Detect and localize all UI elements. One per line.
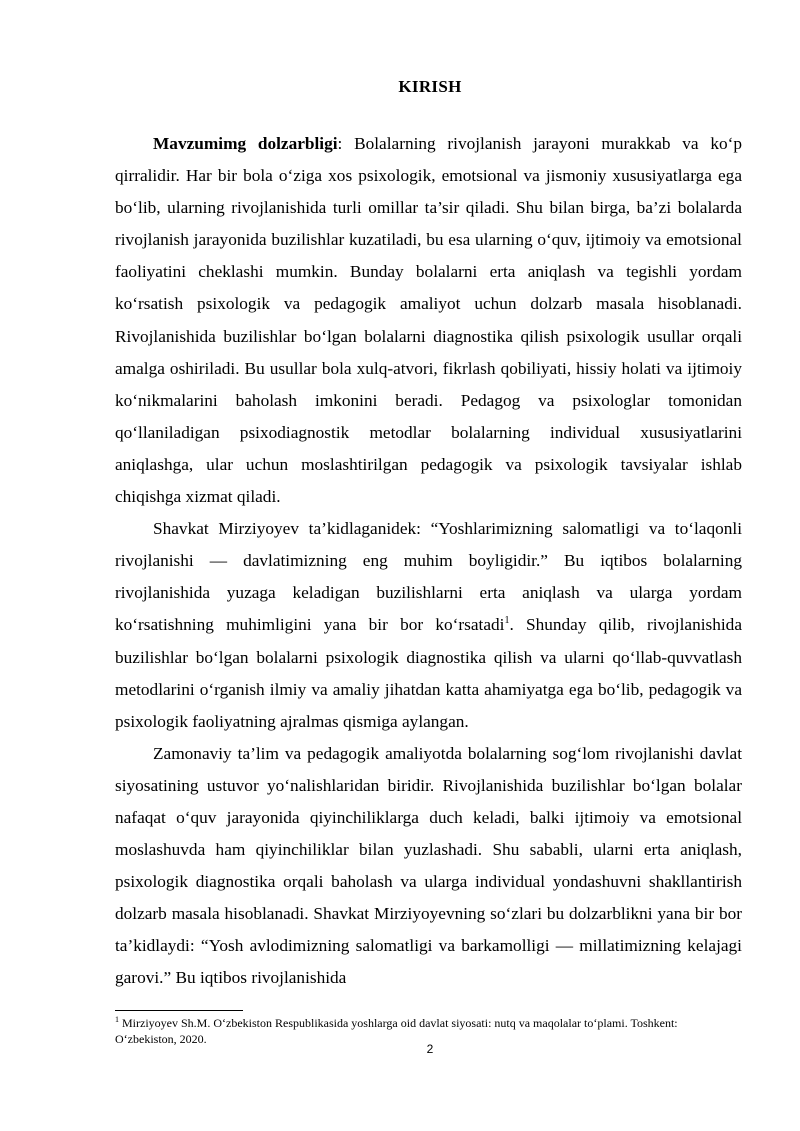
paragraph-quote-1: [115, 513, 742, 738]
footnote-separator: [115, 1010, 243, 1011]
page-title: KIRISH: [398, 77, 462, 96]
footnote-number: 1: [115, 1015, 119, 1024]
footnote-text: Mirziyoyev Sh.M. O‘zbekiston Respublikasida yoshlarga oid davlat siyosati: nutq va maqolalar to‘plami. Toshkent: O‘zbekiston, 2020.: [115, 1016, 678, 1046]
paragraph-relevance: [115, 128, 742, 513]
paragraph-text: . Shunday qilib, rivojlanishida buzilishlar bo‘lgan bolalarni psixologik diagnostika qilish va ularni qo‘llab-quvvatlash metodlarini o‘rganish ilmiy va amaliy jihatdan katta ahamiyatga ega bo‘lib, pedagogik va psixologik faoliyatning ajralmas qismiga aylangan.: [115, 615, 742, 731]
paragraph-text: : Bolalarning rivojlanish jarayoni murakkab va ko‘p qirralidir. Har bir bola o‘ziga xos psixologik, emotsional va jismoniy xususiyatlarga ega bo‘lib, ularning rivojlanishida turli omillar ta’sir qiladi. Shu bilan birga, ba’zi bolalarda rivojlanish jarayonida buzilishlar kuzatiladi, bu esa ularning o‘quv, ijtimoiy va emotsional faoliyatini cheklashi mumkin. Bunday bolalarni erta aniqlash va tegishli yordam ko‘rsatish psixologik va pedagogik amaliyot uchun dolzarb masala hisoblanadi. Rivojlanishida buzilishlar bo‘lgan bolalarni diagnostika qilish psixologik usullar orqali amalga oshiriladi. Bu usullar bola xulq-atvori, fikrlash qobiliyati, hissiy holati va ijtimoiy ko‘nikmalarini baholash imkonini beradi. Pedagog va psixologlar tomonidan qo‘llaniladigan psixodiagnostik metodlar bolalarning individual xususiyatlarini aniqlashga, ular uchun moslashtirilgan pedagogik va psixologik tavsiyalar ishlab chiqishga xizmat qiladi.: [115, 134, 743, 507]
paragraph-modern-education: [115, 738, 742, 995]
footnote-reference[interactable]: 1: [504, 615, 510, 627]
paragraph-text: Shavkat Mirziyoyev ta’kidlaganidek: “Yoshlarimizning salomatligi va to‘laqonli rivojlanishi — davlatimizning eng muhim boyligidir.” Bu iqtibos bolalarning rivojlanishida yuzaga keladigan buzilishlarni erta aniqlash va ularga yordam ko‘rsatishning muhimligini yana bir bor ko‘rsatadi: [115, 519, 742, 635]
paragraph-text: Zamonaviy ta’lim va pedagogik amaliyotda bolalarning sog‘lom rivojlanishi davlat siyosatining ustuvor yo‘nalishlaridan biridir. Rivojlanishida buzilishlar bo‘lgan bolalar nafaqat o‘quv jarayonida qiyinchiliklarga duch keladi, balki ijtimoiy va emotsional moslashuvda ham qiyinchiliklar bilan yuzlashadi. Shu sababli, ularni erta aniqlash, psixologik diagnostika orqali baholash va ularga individual yondashuvni shakllantirish dolzarb masala hisoblanadi. Shavkat Mirziyoyevning so‘zlari bu dolzarblikni yana bir bor ta’kidlaydi: “Yosh avlodimizning salomatligi va barkamolligi — millatimizning kelajagi garovi.” Bu iqtibos rivojlanishida: [115, 743, 742, 988]
paragraph-lead: Mavzumimg dolzarbligi: [153, 134, 338, 153]
page-number: 2: [426, 1042, 434, 1056]
body-text: [115, 128, 742, 995]
